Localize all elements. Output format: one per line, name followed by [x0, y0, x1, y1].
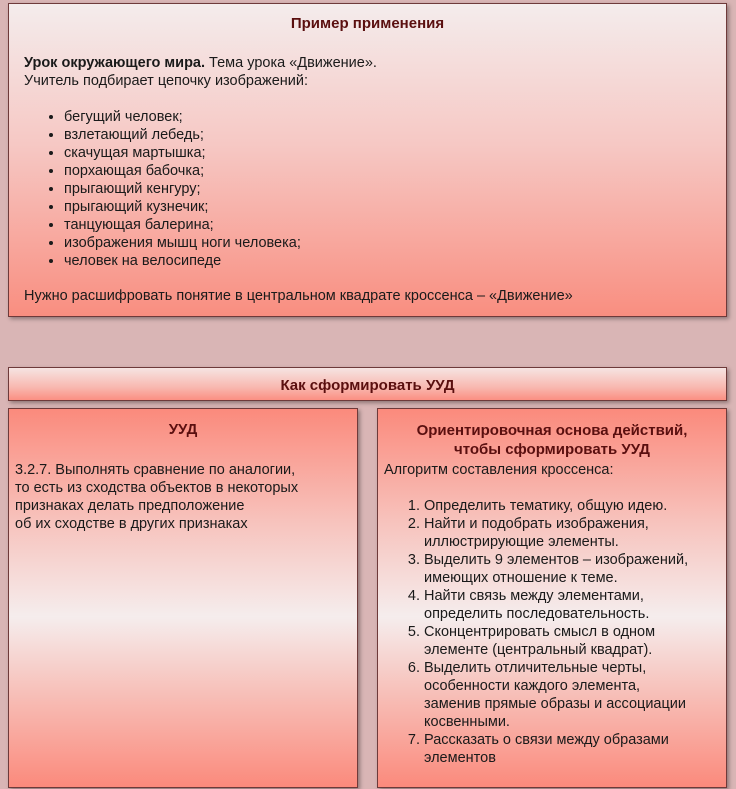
algorithm-step	[424, 731, 736, 767]
uud-panel	[8, 408, 358, 788]
list-item: • изображения мышц ноги человека;	[64, 234, 301, 252]
algorithm-step	[424, 551, 736, 587]
list-item: • танцующая балерина;	[64, 216, 301, 234]
uud-line: 3.2.7. Выполнять сравнение по аналогии,	[15, 462, 296, 478]
example-panel	[8, 3, 727, 317]
orientation-basis-title-line: чтобы сформировать УУД	[454, 441, 650, 458]
step-line: 6. Выделить отличительные черты,	[424, 660, 647, 676]
step-line: определить последовательность.	[424, 606, 650, 622]
uud-line: об их сходстве в других признаках	[15, 516, 248, 532]
step-line: имеющих отношение к теме.	[424, 570, 618, 586]
list-item: • бегущий человек;	[64, 108, 301, 126]
uud-line: то есть из сходства объектов в некоторых	[15, 480, 299, 496]
how-to-form-title: Как сформировать УУД	[280, 377, 455, 394]
image-chain-list	[24, 108, 301, 270]
step-line: элементе (центральный квадрат).	[424, 642, 653, 658]
list-item: • порхающая бабочка;	[64, 162, 301, 180]
step-line: косвенными.	[424, 714, 510, 730]
example-lead-rest: Тема урока «Движение».	[205, 55, 377, 71]
algorithm-intro: Алгоритм составления кроссенса:	[384, 462, 614, 478]
step-line: 1. Определить тематику, общую идею.	[424, 498, 668, 514]
example-line2: Учитель подбирает цепочку изображений:	[24, 73, 309, 89]
step-line: 2. Найти и подобрать изображения,	[424, 516, 649, 532]
algorithm-steps	[384, 497, 736, 767]
orientation-basis-title-line: Ориентировочная основа действий,	[416, 422, 688, 439]
step-line: иллюстрирующие элементы.	[424, 534, 619, 550]
uud-description	[15, 461, 298, 533]
step-line: 7. Рассказать о связи между образами	[424, 732, 669, 748]
list-item: • прыгающий кенгуру;	[64, 180, 301, 198]
list-item: • прыгающий кузнечик;	[64, 198, 301, 216]
algorithm-step	[424, 515, 736, 551]
example-lead-bold: Урок окружающего мира.	[24, 55, 206, 71]
algorithm-step	[424, 623, 736, 659]
step-line: 3. Выделить 9 элементов – изображений,	[424, 552, 689, 568]
step-line: заменив прямые образы и ассоциации	[424, 696, 686, 712]
list-item: • человек на велосипеде	[64, 252, 301, 270]
step-line: 5. Сконцентрировать смысл в одном	[424, 624, 656, 640]
uud-line: признаках делать предположение	[15, 498, 245, 514]
step-line: 4. Найти связь между элементами,	[424, 588, 644, 604]
algorithm-step	[424, 659, 736, 731]
example-footer: Нужно расшифровать понятие в центральном квадрате кроссенса – «Движение»	[24, 288, 573, 304]
algorithm-step	[424, 497, 736, 515]
step-line: особенности каждого элемента,	[424, 678, 641, 694]
list-item: • скачущая мартышка;	[64, 144, 301, 162]
orientation-basis-panel	[377, 408, 727, 788]
orientation-basis-title	[378, 421, 726, 459]
algorithm-step	[424, 587, 736, 623]
example-lead	[24, 54, 377, 72]
example-title: Пример применения	[290, 15, 445, 32]
how-to-form-header	[8, 367, 727, 401]
list-item: • взлетающий лебедь;	[64, 126, 301, 144]
uud-title: УУД	[168, 421, 198, 438]
step-line: элементов	[424, 750, 496, 766]
